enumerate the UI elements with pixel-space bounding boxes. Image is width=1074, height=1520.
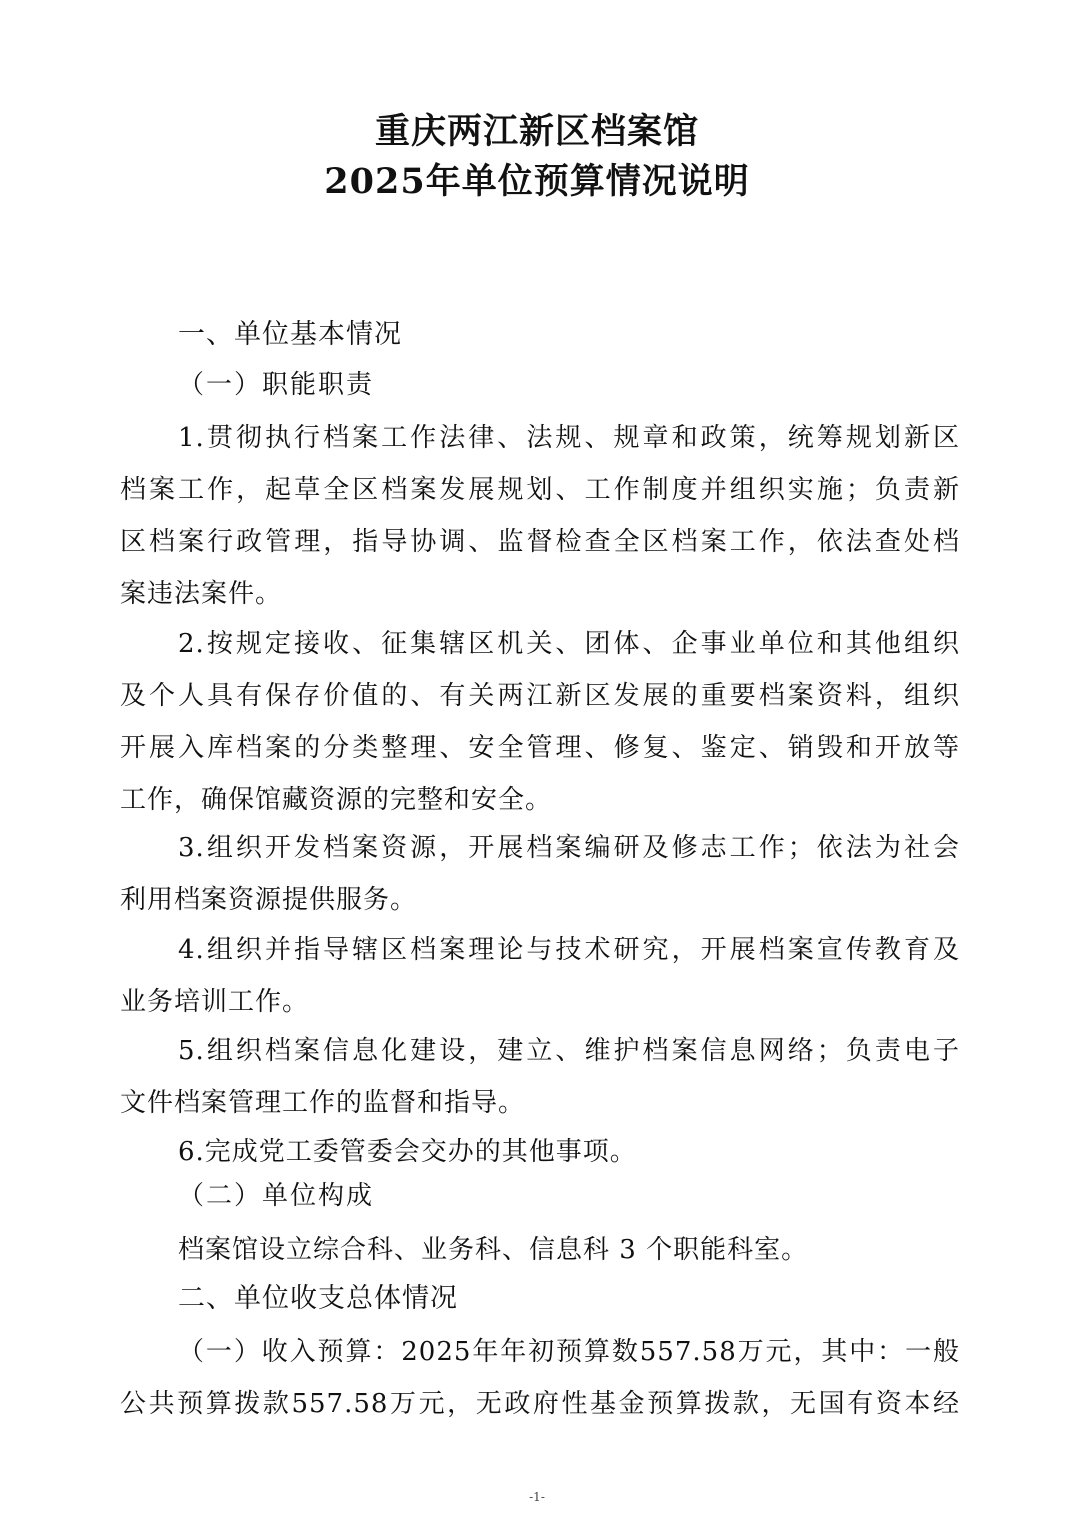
section1-sub2: （二）单位构成 — [178, 1181, 375, 1211]
item2-line: 开展入库档案的分类整理、安全管理、修复、鉴定、销毁和开放等 — [120, 733, 960, 763]
document-title-line1: 重庆两江新区档案馆 — [374, 111, 699, 152]
item5-paragraph — [120, 1025, 960, 1129]
item3-paragraph — [120, 822, 960, 926]
page-number: -1- — [529, 1490, 545, 1504]
item4-line: 业务培训工作。 — [120, 987, 310, 1017]
item2-line: 2.按规定接收、征集辖区机关、团体、企事业单位和其他组织 — [178, 629, 960, 659]
item2-line: 工作，确保馆藏资源的完整和安全。 — [120, 785, 553, 815]
item3-line: 3.组织开发档案资源，开展档案编研及修志工作；依法为社会 — [178, 833, 960, 863]
item2-paragraph — [120, 618, 960, 826]
item1-line: 案违法案件。 — [120, 579, 283, 609]
section2-heading: 二、单位收支总体情况 — [178, 1283, 458, 1314]
item6-line: 6.完成党工委管委会交办的其他事项。 — [178, 1137, 637, 1167]
composition-line: 档案馆设立综合科、业务科、信息科 3 个职能科室。 — [178, 1235, 809, 1265]
document-title-line2: 2025年单位预算情况说明 — [324, 161, 750, 202]
income-line: （一）收入预算：2025年年初预算数557.58万元，其中：一般 — [178, 1337, 960, 1367]
income-line: 公共预算拨款557.58万元，无政府性基金预算拨款，无国有资本经 — [120, 1389, 960, 1419]
item4-paragraph — [120, 924, 960, 1028]
item1-line: 区档案行政管理，指导协调、监督检查全区档案工作，依法查处档 — [120, 527, 960, 557]
item1-paragraph — [120, 412, 960, 620]
section1-sub1: （一）职能职责 — [178, 370, 375, 400]
section1-heading: 一、单位基本情况 — [178, 319, 402, 350]
item5-line: 5.组织档案信息化建设，建立、维护档案信息网络；负责电子 — [178, 1036, 960, 1066]
item1-line: 档案工作，起草全区档案发展规划、工作制度并组织实施；负责新 — [120, 475, 960, 505]
composition-paragraph — [120, 1224, 960, 1276]
item4-line: 4.组织并指导辖区档案理论与技术研究，开展档案宣传教育及 — [178, 935, 960, 965]
item3-line: 利用档案资源提供服务。 — [120, 885, 418, 915]
item1-line: 1.贯彻执行档案工作法律、法规、规章和政策，统筹规划新区 — [178, 423, 960, 453]
income-paragraph — [120, 1326, 960, 1430]
item5-line: 文件档案管理工作的监督和指导。 — [120, 1088, 526, 1118]
item2-line: 及个人具有保存价值的、有关两江新区发展的重要档案资料，组织 — [120, 681, 960, 711]
item6-paragraph — [120, 1126, 960, 1178]
